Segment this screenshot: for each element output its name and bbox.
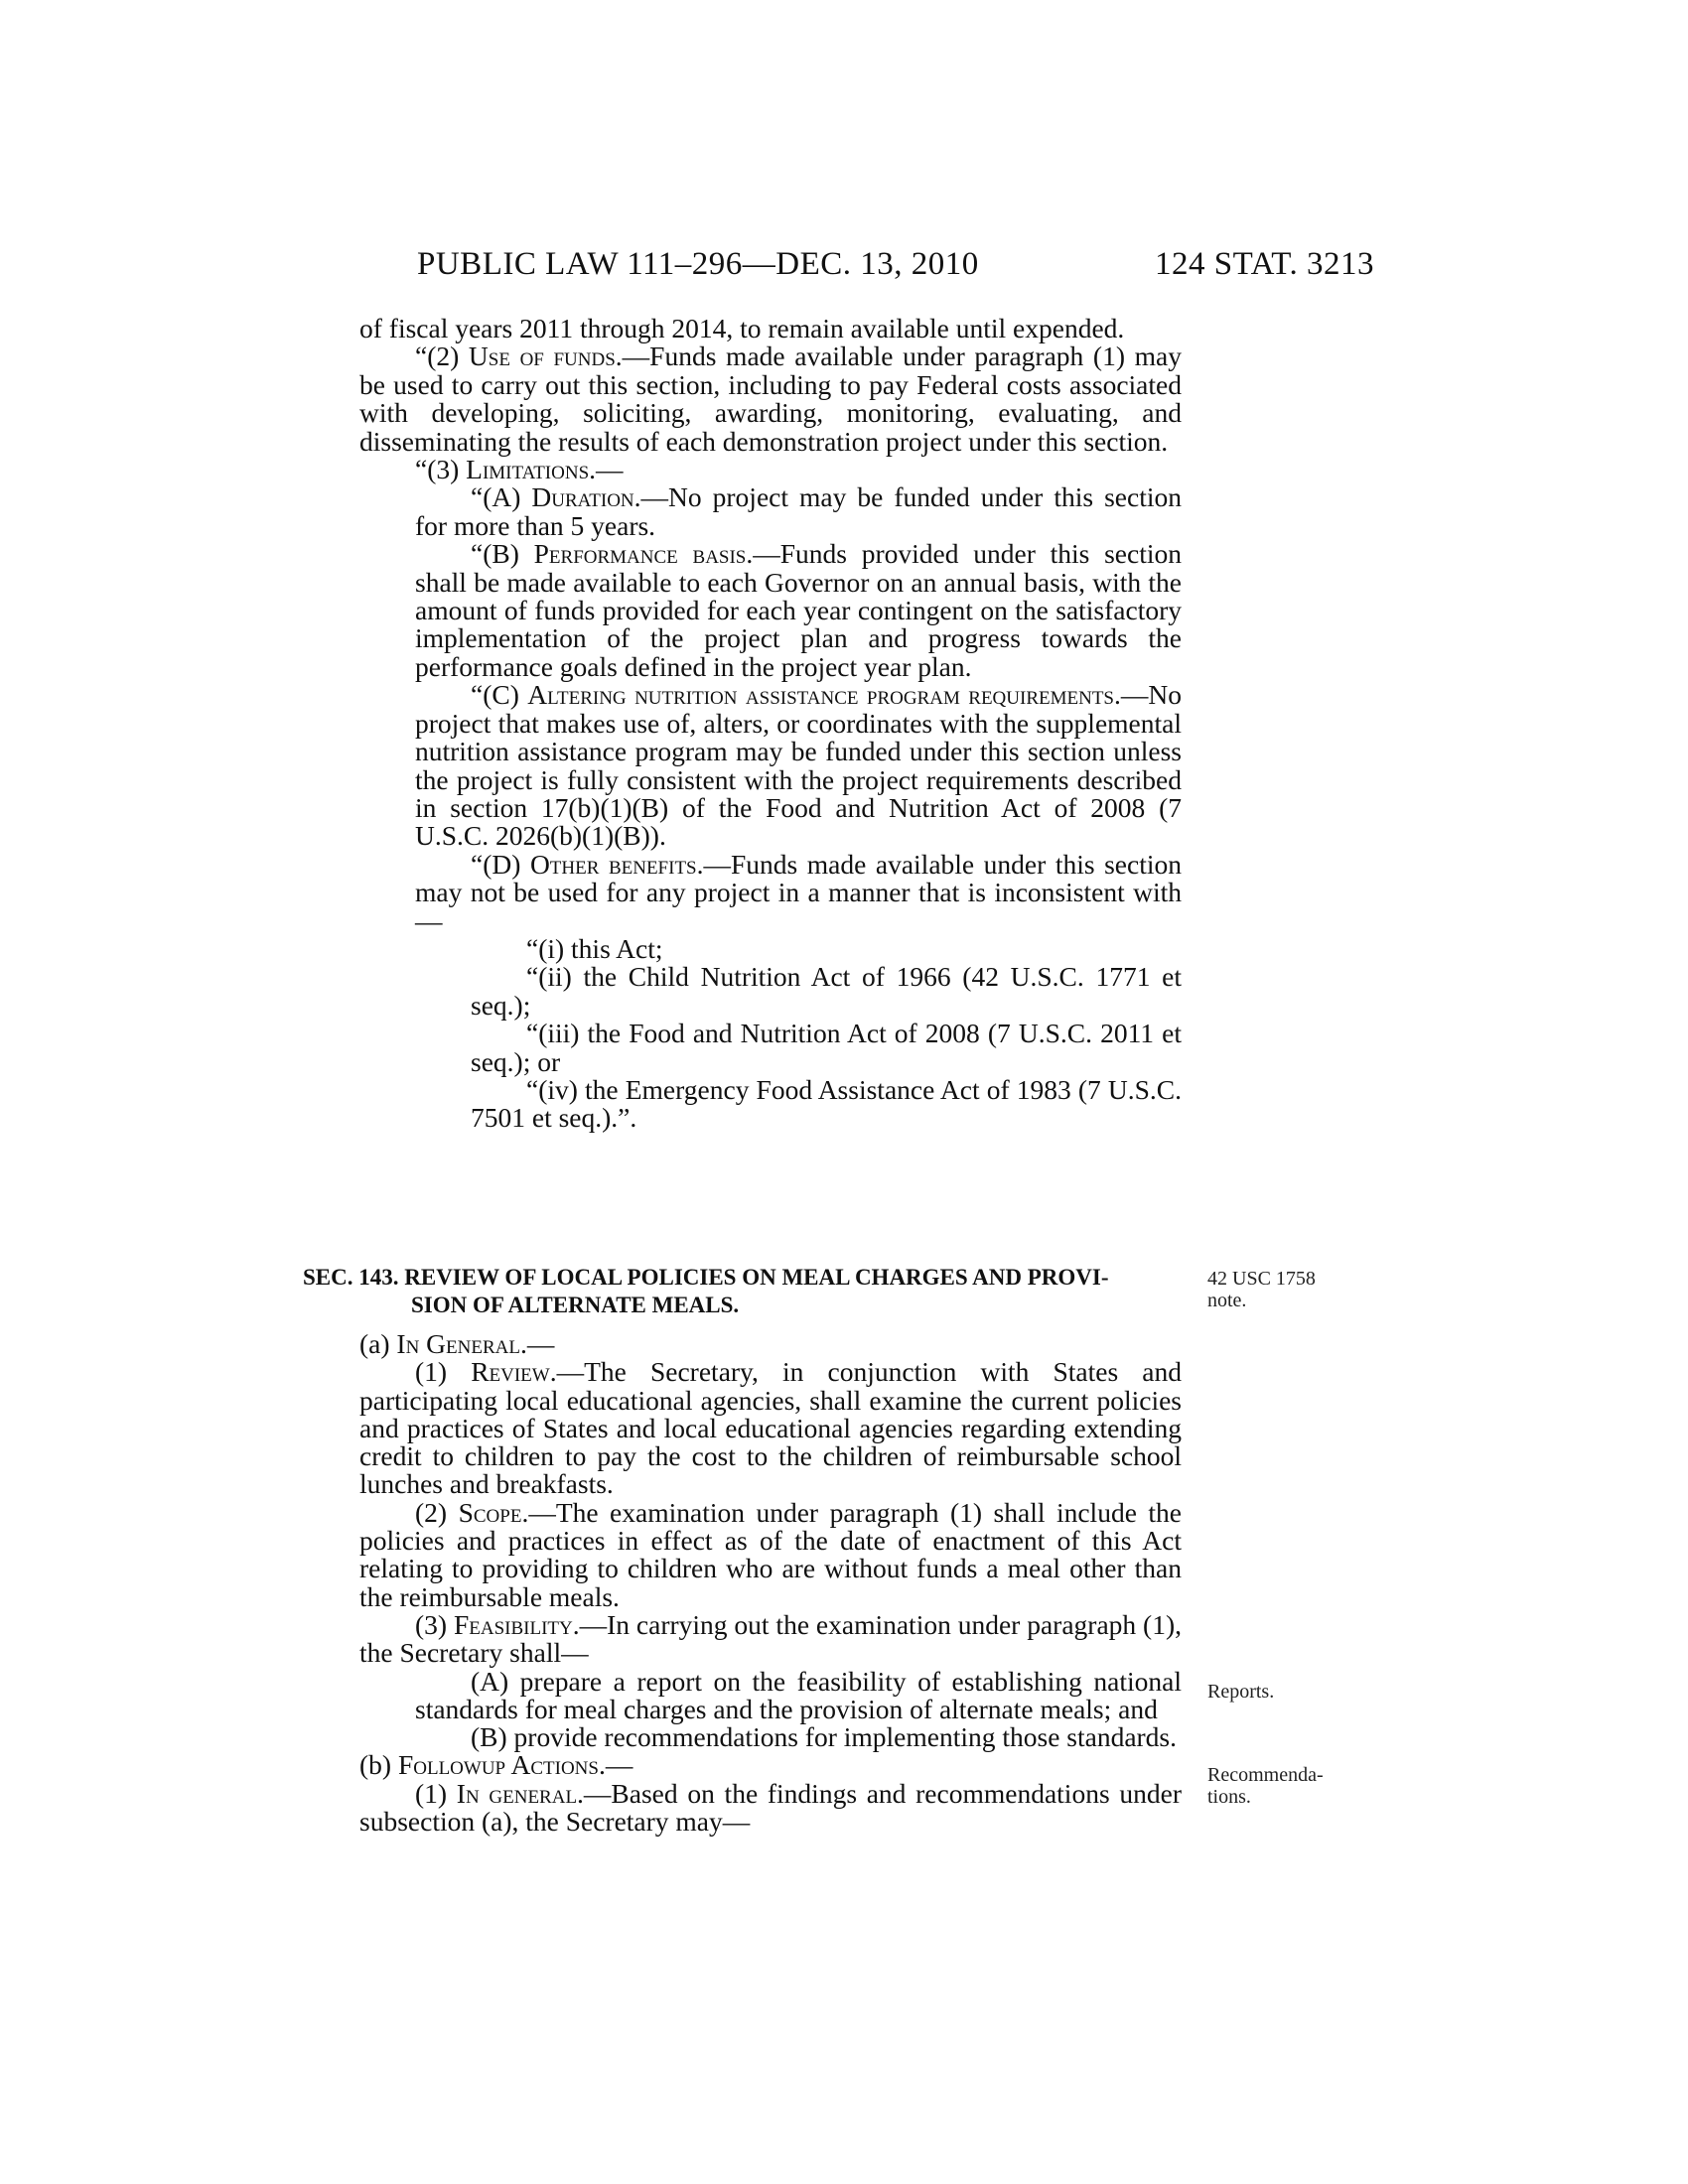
subsection-b-heading: (b) Followup Actions.— xyxy=(359,1749,633,1781)
paragraph-scope: (2) Scope.—The examination under paragraph (1) shall include the policies and practices in effect as of the date of enactment of this Act relating to providing to children who are without funds a meal other than the reimbursable meals. xyxy=(359,1496,1182,1612)
paragraph-limitations: “(3) Limitations.— xyxy=(415,454,624,485)
paragraph-in-general: (1) In general.—Based on the findings and recommendations under subsection (a), the Secretary may— xyxy=(359,1777,1182,1838)
paragraph-feasibility: (3) Feasibility.—In carrying out the examination under paragraph (1), the Secretary shall— xyxy=(359,1608,1182,1669)
paragraph-duration: “(A) Duration.—No project may be funded under this section for more than 5 years. xyxy=(415,481,1182,541)
subsection-a-heading: (a) In General.— xyxy=(359,1328,555,1359)
margin-note-recommendations: Recommenda- tions. xyxy=(1207,1764,1324,1808)
margin-note-usc: 42 USC 1758 note. xyxy=(1207,1268,1316,1311)
paragraph-continuation: of fiscal years 2011 through 2014, to remain available until expended. xyxy=(359,313,1125,343)
section-143-body xyxy=(359,1330,1182,1836)
paragraph-performance-basis: “(B) Performance basis.—Funds provided under this section shall be made available to each Governor on an annual basis, with the amount of funds provided for each year contingent on the satisfactory implementation of the project plan and progress towards the performance goals defined in the project year plan. xyxy=(415,538,1182,682)
clause-i: “(i) this Act; xyxy=(526,932,663,964)
paragraph-other-benefits: “(D) Other benefits.—Funds made available under this section may not be used for any project in a manner that is inconsistent with— xyxy=(415,848,1182,936)
body-text-column xyxy=(359,315,1182,1133)
clause-ii: “(ii) the Child Nutrition Act of 1966 (42 U.S.C. 1771 et seq.); xyxy=(471,961,1182,1021)
running-header-law: PUBLIC LAW 111–296—DEC. 13, 2010 xyxy=(417,246,979,282)
running-header-stat: 124 STAT. 3213 xyxy=(1155,246,1375,282)
paragraph-review: (1) Review.—The Secretary, in conjunction with States and participating local educational agencies, shall examine the current policies and practices of States and local educational agencies regarding extending credit to children to pay the cost to the children of reimbursable school lunches and breakfasts. xyxy=(359,1356,1182,1500)
paragraph-use-of-funds: “(2) Use of funds.—Funds made available under paragraph (1) may be used to carry out this section, including to pay Federal costs associated with developing, soliciting, awarding, monitoring, evaluating, and disseminating the results of each demonstration project under this section. xyxy=(359,341,1182,457)
margin-note-reports: Reports. xyxy=(1207,1681,1275,1703)
clause-iv: “(iv) the Emergency Food Assistance Act of 1983 (7 U.S.C. 7501 et seq.).”. xyxy=(471,1073,1182,1134)
paragraph-prepare-report: (A) prepare a report on the feasibility of establishing national standards for meal charges and the provision of alternate meals; and xyxy=(415,1665,1182,1724)
paragraph-provide-recommendations: (B) provide recommendations for implementing those standards. xyxy=(471,1721,1178,1753)
section-143-heading: SEC. 143. REVIEW OF LOCAL POLICIES ON MEAL CHARGES AND PROVI- SION OF ALTERNATE MEALS. xyxy=(303,1265,1109,1317)
paragraph-altering-requirements: “(C) Altering nutrition assistance program requirements.—No project that makes use of, alters, or coordinates with the supplemental nutrition assistance program may be funded under this section unless the project is fully consistent with the project requirements described in section 17(b)(1)(B) of the Food and Nutrition Act of 2008 (7 U.S.C. 2026(b)(1)(B)). xyxy=(415,679,1182,852)
clause-iii: “(iii) the Food and Nutrition Act of 2008 (7 U.S.C. 2011 et seq.); or xyxy=(471,1018,1182,1077)
